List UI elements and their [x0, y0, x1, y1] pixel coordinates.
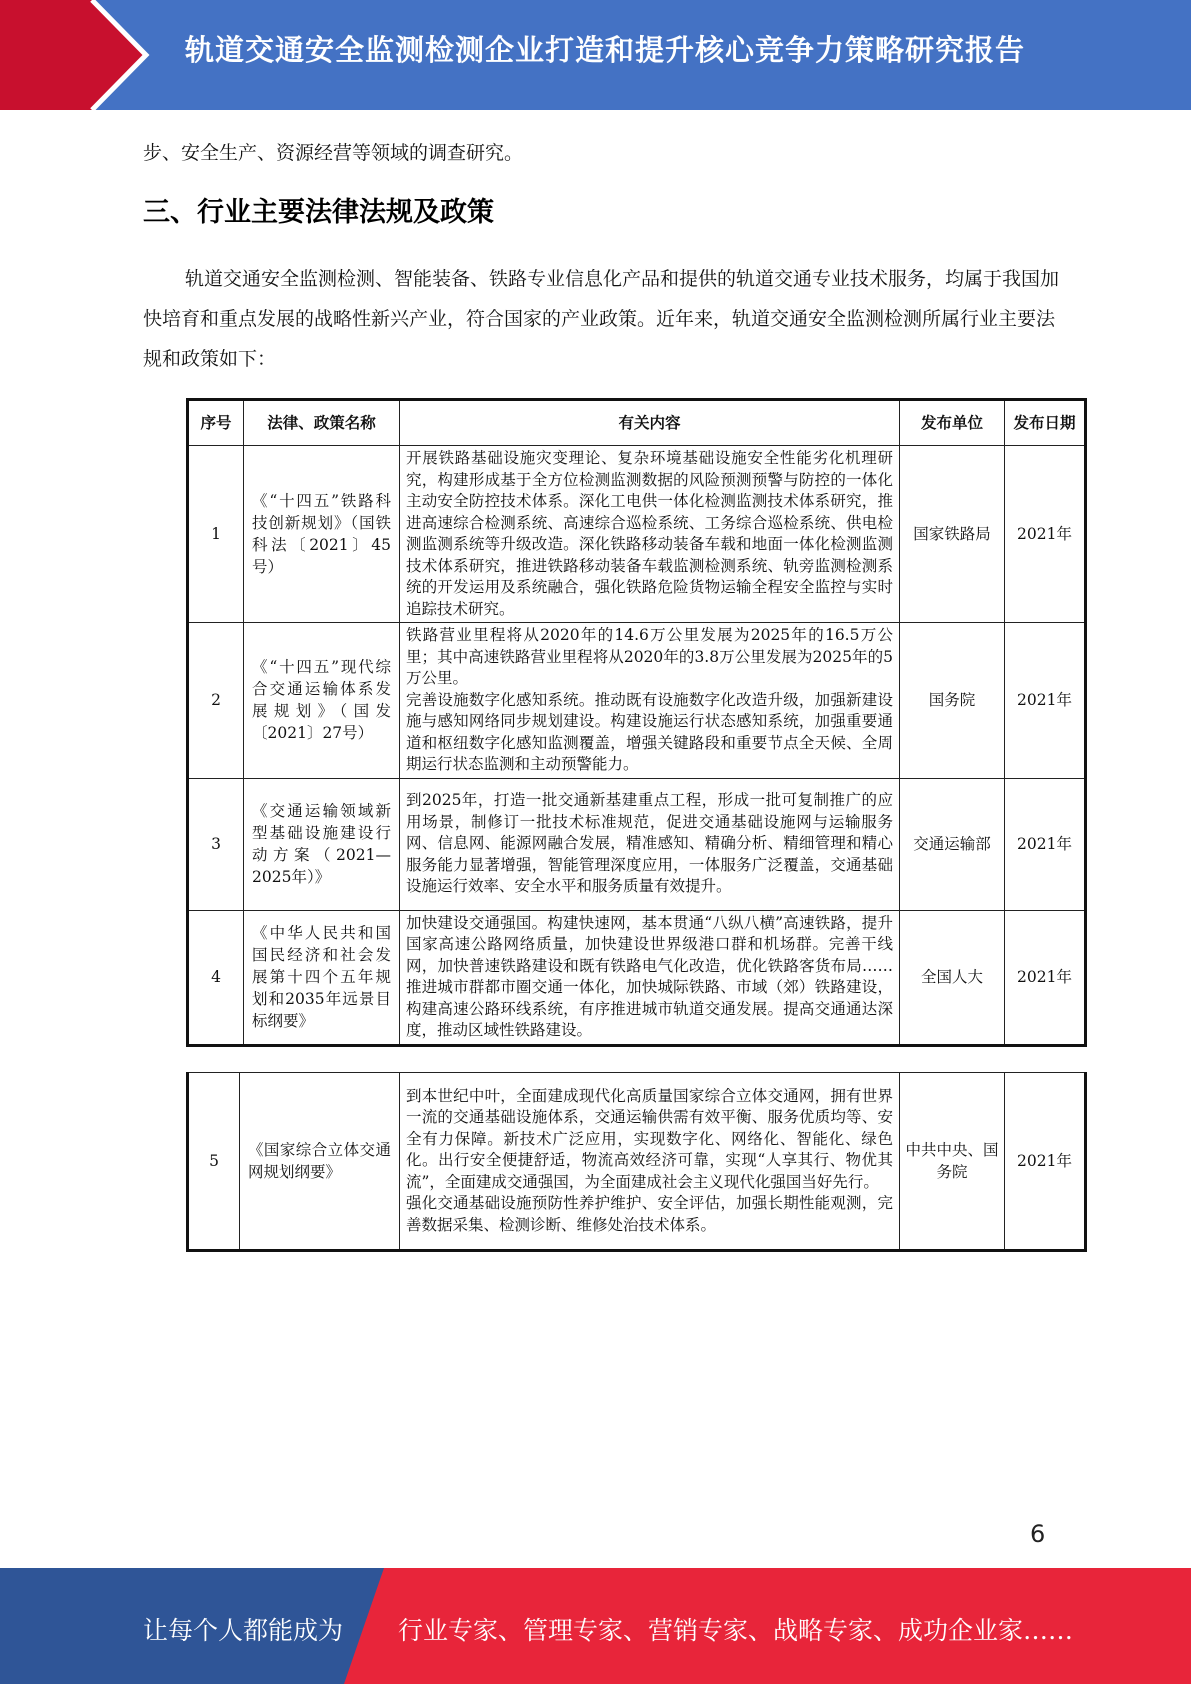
page-number: 6: [1030, 1520, 1046, 1548]
row-policy-name: 《“十四五”铁路科技创新规划》（国铁科法〔2021〕45号）: [244, 446, 400, 623]
row-date: 2021年: [1005, 623, 1086, 779]
row-content: 到2025年，打造一批交通新基建重点工程，形成一批可复制推广的应用场景，制修订一批技术标准规范，促进交通基础设施网与运输服务网、信息网、能源网融合发展，精准感知、精确分析、精细管理和精心服务能力显著增强，智能管理深度应用，一体服务广泛覆盖，交通基础设施运行效率、安全水平和服务质量有效提升。: [400, 778, 900, 910]
header-date: 发布日期: [1005, 400, 1086, 446]
header-content: 有关内容: [400, 400, 900, 446]
report-title: 轨道交通安全监测检测企业打造和提升核心竞争力策略研究报告: [185, 33, 1026, 67]
row-date: 2021年: [1005, 446, 1086, 623]
row-issuer: 中共中央、国务院: [900, 1073, 1005, 1251]
section-heading: 三、行业主要法律法规及政策: [143, 197, 494, 228]
row-content: 铁路营业里程将从2020年的14.6万公里发展为2025年的16.5万公里；其中高速铁路营业里程将从2020年的3.8万公里发展为2025年的5万公里。 完善设施数字化感知系统。推动既有设施数字化改造升级，加强新建设施与感知网络同步规划建设。构建设施运行状态感知系统，加强重要通道和枢纽数字化感知监测覆盖，增强关键路段和重要节点全天候、全周期运行状态监测和主动预警能力。: [400, 623, 900, 779]
policy-table-continued: [186, 1072, 1087, 1252]
row-policy-name: 《“十四五”现代综合交通运输体系发展规划》（国发〔2021〕27号）: [244, 623, 400, 779]
header-name: 法律、政策名称: [244, 400, 400, 446]
row-no: 2: [188, 623, 244, 779]
row-policy-name: 《交通运输领域新型基础设施建设行动方案（2021—2025年）》: [244, 778, 400, 910]
row-content: 加快建设交通强国。构建快速网，基本贯通“八纵八横”高速铁路，提升国家高速公路网络质量，加快建设世界级港口群和机场群。完善干线网，加快普速铁路建设和既有铁路电气化改造，优化铁路客货布局……推进城市群都市圈交通一体化，加快城际铁路、市域（郊）铁路建设，构建高速公路环线系统，有序推进城市轨道交通发展。提高交通通达深度，推动区域性铁路建设。: [400, 910, 900, 1045]
row-issuer: 全国人大: [900, 910, 1005, 1045]
header-unit: 发布单位: [900, 400, 1005, 446]
table-row: [188, 910, 1086, 1045]
row-date: 2021年: [1005, 910, 1086, 1045]
table-row: [188, 778, 1086, 910]
row-no: 1: [188, 446, 244, 623]
row-date: 2021年: [1005, 1073, 1086, 1251]
policy-table: [186, 398, 1087, 1047]
row-date: 2021年: [1005, 778, 1086, 910]
page-header: [0, 0, 1191, 110]
header-no: 序号: [188, 400, 244, 446]
page-footer: [0, 1568, 1191, 1684]
row-issuer: 国家铁路局: [900, 446, 1005, 623]
row-no: 4: [188, 910, 244, 1045]
row-issuer: 国务院: [900, 623, 1005, 779]
row-issuer: 交通运输部: [900, 778, 1005, 910]
footer-slogan-right: 行业专家、管理专家、营销专家、战略专家、成功企业家……: [398, 1616, 1074, 1645]
row-content: 开展铁路基础设施灾变理论、复杂环境基础设施安全性能劣化机理研究，构建形成基于全方位检测监测数据的风险预测预警与防控的一体化主动安全防控技术体系。深化工电供一体化检测监测技术体系研究，推进高速综合检测系统、高速综合巡检系统、工务综合巡检系统、供电检测监测系统等升级改造。深化铁路移动装备车载和地面一体化检测监测技术体系研究，推进铁路移动装备车载监测检测系统、轨旁监测检测系统的开发运用及系统融合，强化铁路危险货物运输全程安全监控与实时追踪技术研究。: [400, 446, 900, 623]
table-row: [188, 623, 1086, 779]
row-no: 3: [188, 778, 244, 910]
row-policy-name: 《国家综合立体交通网规划纲要》: [240, 1073, 400, 1251]
footer-slogan-left: 让每个人都能成为: [143, 1616, 344, 1645]
row-content: 到本世纪中叶，全面建成现代化高质量国家综合立体交通网，拥有世界一流的交通基础设施体系，交通运输供需有效平衡、服务优质均等、安全有力保障。新技术广泛应用，实现数字化、网络化、智能化、绿色化。出行安全便捷舒适，物流高效经济可靠，实现“人享其行、物优其流”，全面建成交通强国，为全面建成社会主义现代化强国当好先行。 强化交通基础设施预防性养护维护、安全评估，加强长期性能观测，完善数据采集、检测诊断、维修处治技术体系。: [400, 1073, 900, 1251]
row-policy-name: 《中华人民共和国国民经济和社会发展第十四个五年规划和2035年远景目标纲要》: [244, 910, 400, 1045]
table-header-row: [188, 400, 1086, 446]
intro-paragraph: 轨道交通安全监测检测、智能装备、铁路专业信息化产品和提供的轨道交通专业技术服务，均属于我国加快培育和重点发展的战略性新兴产业，符合国家的产业政策。近年来，轨道交通安全监测检测所属行业主要法规和政策如下：: [143, 268, 1060, 370]
continuation-paragraph: 步、安全生产、资源经营等领域的调查研究。: [143, 142, 524, 164]
table-row: [188, 1073, 1086, 1251]
row-no: 5: [188, 1073, 240, 1251]
table-row: [188, 446, 1086, 623]
